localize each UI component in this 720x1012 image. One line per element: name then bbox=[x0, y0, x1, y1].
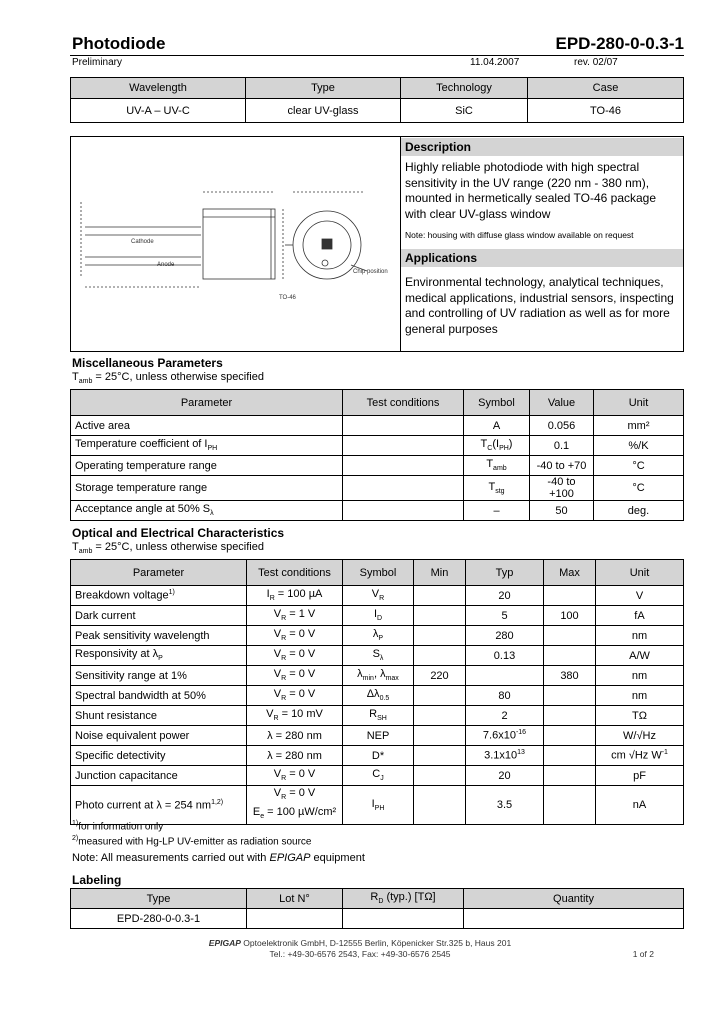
optical-symbol: $I_{PH}$ bbox=[343, 786, 414, 825]
page-title: Photodiode bbox=[72, 34, 166, 53]
optical-header: Unit bbox=[596, 560, 684, 586]
optical-typ bbox=[466, 666, 544, 686]
misc-header: Symbol bbox=[464, 390, 530, 416]
optical-max: 380 bbox=[544, 666, 596, 686]
optical-unit: nm bbox=[596, 626, 684, 646]
optical-typ: 2 bbox=[466, 706, 544, 726]
optical-condition: $T_{amb} = 25^\circ C$, unless otherwise specified bbox=[72, 541, 264, 556]
optical-max bbox=[544, 766, 596, 786]
optical-header: Symbol bbox=[343, 560, 414, 586]
optical-param: Sensitivity range at 1% bbox=[71, 666, 247, 686]
footnote-1: $^{1)}$for information only bbox=[72, 820, 164, 833]
table-row bbox=[71, 456, 684, 476]
misc-unit: °C bbox=[594, 476, 684, 501]
optical-max bbox=[544, 626, 596, 646]
optical-param: Spectral bandwidth at 50% bbox=[71, 686, 247, 706]
measurement-note: Note: All measurements carried out with EPIGAP equipment bbox=[72, 852, 365, 864]
misc-value: -40 to +70 bbox=[530, 456, 594, 476]
drawing-label-case: TO-46 bbox=[279, 295, 296, 301]
optical-symbol: $V_R$ bbox=[343, 586, 414, 606]
optical-unit: W/√Hz bbox=[596, 726, 684, 746]
optical-max bbox=[544, 646, 596, 666]
optical-param: Dark current bbox=[71, 606, 247, 626]
summary-header: Wavelength bbox=[71, 78, 246, 99]
optical-unit: nA bbox=[596, 786, 684, 825]
optical-cond: $V_R = 0$ V bbox=[247, 646, 343, 666]
optical-cond: $V_R = 0$ V bbox=[247, 686, 343, 706]
table-row bbox=[71, 786, 684, 825]
optical-cond: $V_R = 10$ mV bbox=[247, 706, 343, 726]
optical-symbol: $\lambda_P$ bbox=[343, 626, 414, 646]
description-divider bbox=[400, 137, 401, 351]
optical-header: Test conditions bbox=[247, 560, 343, 586]
optical-table bbox=[70, 559, 684, 825]
labeling-lot bbox=[247, 909, 343, 929]
misc-param: Storage temperature range bbox=[71, 476, 343, 501]
misc-header: Unit bbox=[594, 390, 684, 416]
labeling-rd bbox=[343, 909, 464, 929]
summary-value: clear UV-glass bbox=[246, 99, 401, 123]
table-row bbox=[71, 766, 684, 786]
optical-cond: $V_R = 0$ V bbox=[247, 666, 343, 686]
misc-unit: %/K bbox=[594, 436, 684, 456]
table-row bbox=[71, 626, 684, 646]
misc-symbol: A bbox=[464, 416, 530, 436]
summary-value: TO-46 bbox=[528, 99, 684, 123]
optical-typ: $3.1x10^{13}$ bbox=[466, 746, 544, 766]
misc-title: Miscellaneous Parameters bbox=[72, 356, 223, 370]
optical-min bbox=[414, 646, 466, 666]
optical-unit: fA bbox=[596, 606, 684, 626]
optical-symbol: $I_D$ bbox=[343, 606, 414, 626]
optical-param: Noise equivalent power bbox=[71, 726, 247, 746]
optical-param: Breakdown voltage$^{1)}$ bbox=[71, 586, 247, 606]
optical-cond: λ = 280 nm bbox=[247, 746, 343, 766]
optical-unit: cm √Hz $W^{-1}$ bbox=[596, 746, 684, 766]
table-row bbox=[71, 416, 684, 436]
package-drawing bbox=[71, 137, 399, 351]
optical-min bbox=[414, 726, 466, 746]
misc-param: Active area bbox=[71, 416, 343, 436]
optical-unit: nm bbox=[596, 666, 684, 686]
misc-header: Test conditions bbox=[343, 390, 464, 416]
optical-min bbox=[414, 626, 466, 646]
optical-max bbox=[544, 586, 596, 606]
drawing-label-cathode: Cathode bbox=[131, 239, 154, 245]
summary-header: Type bbox=[246, 78, 401, 99]
misc-table bbox=[70, 389, 684, 521]
description-box bbox=[70, 136, 684, 352]
table-row bbox=[71, 476, 684, 501]
optical-min bbox=[414, 586, 466, 606]
misc-param: Acceptance angle at 50% $S_\lambda$ bbox=[71, 501, 343, 521]
table-row bbox=[71, 726, 684, 746]
footnote-2: $^{2)}$measured with Hg-LP UV-emitter as radiation source bbox=[72, 835, 312, 848]
optical-min bbox=[414, 706, 466, 726]
optical-min: 220 bbox=[414, 666, 466, 686]
summary-value: SiC bbox=[401, 99, 528, 123]
optical-unit: TΩ bbox=[596, 706, 684, 726]
labeling-header: $R_D$ (typ.) [TΩ] bbox=[343, 889, 464, 909]
table-row bbox=[71, 666, 684, 686]
optical-unit: V bbox=[596, 586, 684, 606]
optical-cond: $V_R = 1$ V bbox=[247, 606, 343, 626]
footer-address: EPIGAP Optoelektronik GmbH, D-12555 Berlin, Köpenicker Str.325 b, Haus 201 bbox=[208, 938, 512, 948]
description-heading: Description bbox=[401, 138, 683, 156]
optical-cond: $V_R = 0$ V $E_e = 100$ µW/cm² bbox=[247, 786, 343, 825]
labeling-header: Quantity bbox=[464, 889, 684, 909]
optical-typ: 20 bbox=[466, 766, 544, 786]
optical-symbol: $S_\lambda$ bbox=[343, 646, 414, 666]
misc-unit: °C bbox=[594, 456, 684, 476]
table-row bbox=[71, 746, 684, 766]
drawing-label-anode: Anode bbox=[157, 262, 175, 268]
doc-date: 11.04.2007 bbox=[470, 57, 520, 68]
optical-max bbox=[544, 686, 596, 706]
misc-value: 50 bbox=[530, 501, 594, 521]
labeling-header: Lot N° bbox=[247, 889, 343, 909]
misc-value: 0.056 bbox=[530, 416, 594, 436]
misc-header: Value bbox=[530, 390, 594, 416]
misc-symbol: $T_{stg}$ bbox=[464, 476, 530, 501]
optical-param: Junction capacitance bbox=[71, 766, 247, 786]
table-row bbox=[71, 501, 684, 521]
applications-text: Environmental technology, analytical techniques, medical applications, industrial sensors, inspecting and controlling of UV radiation as well as for more general purposes bbox=[405, 275, 674, 336]
optical-symbol: $\lambda_{min}$, $\lambda_{max}$ bbox=[343, 666, 414, 686]
optical-typ: 5 bbox=[466, 606, 544, 626]
drawing-label-chip: Chip position bbox=[353, 269, 388, 275]
optical-typ: 80 bbox=[466, 686, 544, 706]
status-label: Preliminary bbox=[72, 57, 123, 68]
optical-typ: 20 bbox=[466, 586, 544, 606]
misc-value: -40 to +100 bbox=[530, 476, 594, 501]
applications-heading: Applications bbox=[401, 249, 683, 267]
page-number: 1 of 2 bbox=[632, 949, 654, 959]
misc-unit: mm² bbox=[594, 416, 684, 436]
description-note: Note: housing with diffuse glass window available on request bbox=[405, 230, 634, 240]
labeling-type: EPD-280-0-0.3-1 bbox=[71, 909, 247, 929]
labeling-quantity bbox=[464, 909, 684, 929]
optical-max bbox=[544, 706, 596, 726]
table-row bbox=[71, 586, 684, 606]
misc-value: 0.1 bbox=[530, 436, 594, 456]
optical-param: Responsivity at $\lambda_P$ bbox=[71, 646, 247, 666]
misc-cond bbox=[343, 476, 464, 501]
misc-cond bbox=[343, 501, 464, 521]
optical-cond: $V_R = 0$ V bbox=[247, 766, 343, 786]
labeling-table bbox=[70, 888, 684, 929]
optical-symbol: D* bbox=[343, 746, 414, 766]
optical-header: Typ bbox=[466, 560, 544, 586]
table-row bbox=[71, 646, 684, 666]
summary-value: UV-A – UV-C bbox=[71, 99, 246, 123]
optical-min bbox=[414, 766, 466, 786]
optical-symbol: NEP bbox=[343, 726, 414, 746]
misc-cond bbox=[343, 416, 464, 436]
description-text: Highly reliable photodiode with high spectral sensitivity in the UV range (220 nm - 380 nm), mounted in hermetically sealed TO-46 package with clear UV-glass window bbox=[405, 160, 657, 221]
misc-symbol: – bbox=[464, 501, 530, 521]
optical-min bbox=[414, 686, 466, 706]
table-row bbox=[71, 909, 684, 929]
optical-min bbox=[414, 746, 466, 766]
summary-table bbox=[70, 77, 684, 123]
misc-condition: $T_{amb} = 25^\circ C$, unless otherwise specified bbox=[72, 371, 264, 386]
misc-symbol: $T_{amb}$ bbox=[464, 456, 530, 476]
header-rule bbox=[70, 55, 684, 56]
optical-max: 100 bbox=[544, 606, 596, 626]
misc-param: Temperature coefficient of $I_{PH}$ bbox=[71, 436, 343, 456]
optical-header: Max bbox=[544, 560, 596, 586]
optical-param: Shunt resistance bbox=[71, 706, 247, 726]
misc-unit: deg. bbox=[594, 501, 684, 521]
optical-symbol: $C_J$ bbox=[343, 766, 414, 786]
doc-revision: rev. 02/07 bbox=[574, 57, 618, 68]
optical-cond: $V_R = 0$ V bbox=[247, 626, 343, 646]
optical-min bbox=[414, 786, 466, 825]
misc-header: Parameter bbox=[71, 390, 343, 416]
optical-max bbox=[544, 746, 596, 766]
part-number: EPD-280-0-0.3-1 bbox=[555, 34, 684, 53]
optical-typ: $7.6x10^{-16}$ bbox=[466, 726, 544, 746]
optical-max bbox=[544, 786, 596, 825]
optical-header: Min bbox=[414, 560, 466, 586]
optical-min bbox=[414, 606, 466, 626]
summary-header: Technology bbox=[401, 78, 528, 99]
optical-param: Peak sensitivity wavelength bbox=[71, 626, 247, 646]
table-row bbox=[71, 686, 684, 706]
optical-header: Parameter bbox=[71, 560, 247, 586]
footer-contact: Tel.: +49-30-6576 2543, Fax: +49-30-6576 2545 bbox=[269, 949, 451, 959]
optical-typ: 0.13 bbox=[466, 646, 544, 666]
optical-unit: nm bbox=[596, 686, 684, 706]
table-row bbox=[71, 606, 684, 626]
optical-typ: 280 bbox=[466, 626, 544, 646]
table-row bbox=[71, 436, 684, 456]
optical-title: Optical and Electrical Characteristics bbox=[72, 526, 285, 540]
summary-header: Case bbox=[528, 78, 684, 99]
optical-symbol: $\Delta\lambda_{0.5}$ bbox=[343, 686, 414, 706]
labeling-header: Type bbox=[71, 889, 247, 909]
labeling-title: Labeling bbox=[72, 873, 122, 887]
misc-cond bbox=[343, 436, 464, 456]
optical-unit: A/W bbox=[596, 646, 684, 666]
optical-param: Specific detectivity bbox=[71, 746, 247, 766]
misc-cond bbox=[343, 456, 464, 476]
optical-typ: 3.5 bbox=[466, 786, 544, 825]
optical-unit: pF bbox=[596, 766, 684, 786]
optical-symbol: $R_{SH}$ bbox=[343, 706, 414, 726]
optical-cond: $I_R = 100$ µA bbox=[247, 586, 343, 606]
misc-symbol: $T_C(I_{PH})$ bbox=[464, 436, 530, 456]
optical-param: Photo current at λ = 254 nm$^{1,2)}$ bbox=[71, 786, 247, 825]
optical-cond: λ = 280 nm bbox=[247, 726, 343, 746]
misc-param: Operating temperature range bbox=[71, 456, 343, 476]
optical-max bbox=[544, 726, 596, 746]
table-row bbox=[71, 706, 684, 726]
